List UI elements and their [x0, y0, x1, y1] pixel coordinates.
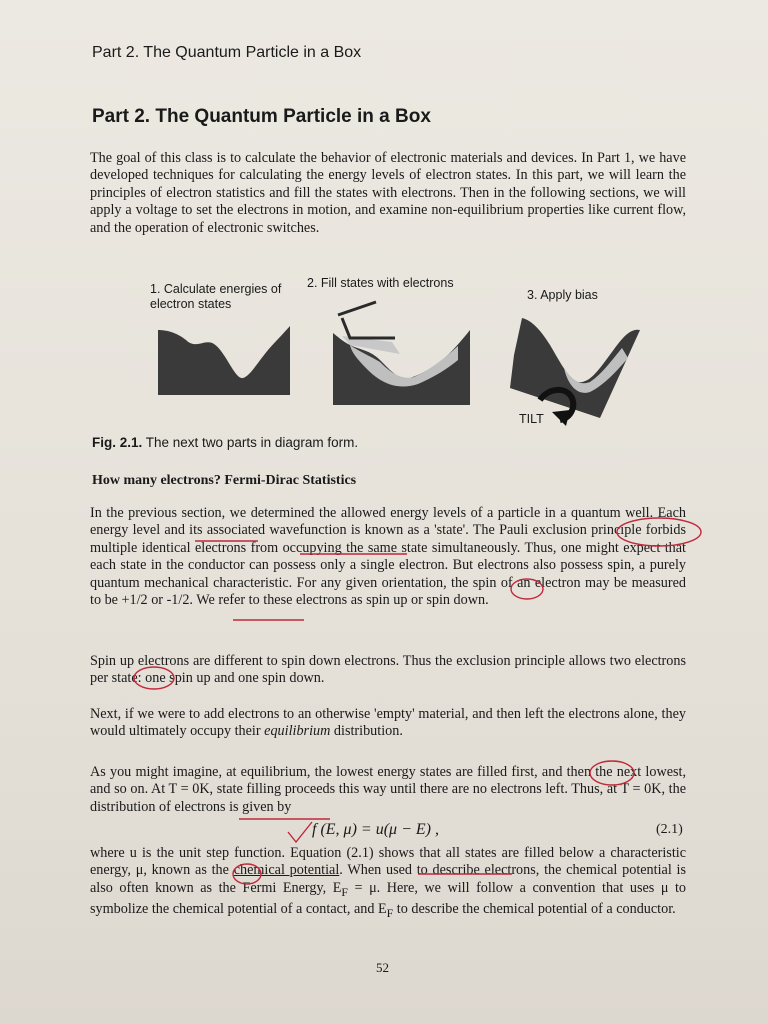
figure-diagram: [0, 0, 768, 440]
paragraph-spin: Spin up electrons are different to spin down electrons. Thus the exclusion principle allows two electrons per state: one spin up and one spin down.: [90, 653, 686, 687]
figure-step1-label: 1. Calculate energies of electron states: [150, 282, 282, 311]
paragraph-pauli: In the previous section, we determined the allowed energy levels of a particle in a quantum well. Each energy level and its associated wavefunction is known as a 'state'. The Pauli exclusion principle forbids multiple identical electrons from occupying the same state simultaneously. Thus, one might expect that each state in the conductor can possess only a single electron. But electrons also possess spin, a purely quantum mechanical characteristic. For any given orientation, the spin of an electron may be measured to be +1/2 or -1/2. We refer to these electrons as spin up or spin down.: [90, 505, 686, 609]
paragraph-filling: As you might imagine, at equilibrium, the lowest energy states are filled first, and then the next lowest, and so on. At T = 0K, state filling proceeds this way until there are no electrons left. Thus, at T = 0K, the distribution of electrons is given by: [90, 764, 686, 815]
chem-text-a: where u is the unit step function. Equation (2.1) shows that all states are filled below a characteristic energy, μ, known as the: [90, 845, 686, 879]
paragraph-equilibrium-text-b: distribution.: [330, 723, 403, 740]
figure-caption-text: The next two parts in diagram form.: [145, 435, 359, 450]
paragraph-equilibrium: [90, 706, 686, 741]
intro-paragraph: The goal of this class is to calculate the behavior of electronic materials and devices. In Part 1, we have developed techniques for calculating the energy levels of electron states. In this part, we will learn the principles of electron statistics and fill the states with electrons. Then in the following sections, we will apply a voltage to set the electrons in motion, and examine non-equilibrium properties like current flow, and the operation of electronic switches.: [90, 150, 686, 236]
chem-text-b: . When used to describe electrons, the chemical potential is also often known as the Fermi Energy, E: [90, 862, 686, 896]
equation-2-1: f (E, μ) = u(μ − E) ,: [312, 821, 439, 838]
page-title: Part 2. The Quantum Particle in a Box: [92, 106, 431, 127]
paragraph-equilibrium-text-a: Next, if we were to add electrons to an otherwise 'empty' material, and then left the electrons alone, they would ultimately occupy their: [90, 706, 686, 740]
page-number: 52: [376, 960, 389, 975]
equation-number: (2.1): [656, 822, 683, 837]
figure-caption-label: Fig. 2.1.: [92, 435, 143, 450]
figure-caption: [92, 435, 358, 450]
pour-funnel: [338, 302, 395, 338]
chem-text-c: = μ. Here, we will follow a convention that uses μ to symbolize the chemical potential of a contact, and E: [90, 879, 687, 918]
figure-step3-label: 3. Apply bias: [527, 288, 598, 302]
tilt-label: TILT: [519, 412, 544, 426]
chem-text-d: to describe the chemical potential of a conductor.: [393, 901, 676, 918]
energy-well-1: [158, 326, 290, 395]
section-heading: How many electrons? Fermi-Dirac Statistics: [92, 473, 357, 488]
figure-step2-label: 2. Fill states with electrons: [307, 276, 454, 290]
chemical-potential-term: chemical potential: [233, 862, 340, 879]
chem-subscript-1: F: [341, 884, 348, 899]
equilibrium-emphasis: equilibrium: [264, 723, 331, 740]
checkmark: [288, 822, 312, 842]
chem-subscript-2: F: [386, 905, 394, 920]
paragraph-chemical-potential: [90, 845, 686, 922]
running-head: Part 2. The Quantum Particle in a Box: [92, 44, 362, 61]
